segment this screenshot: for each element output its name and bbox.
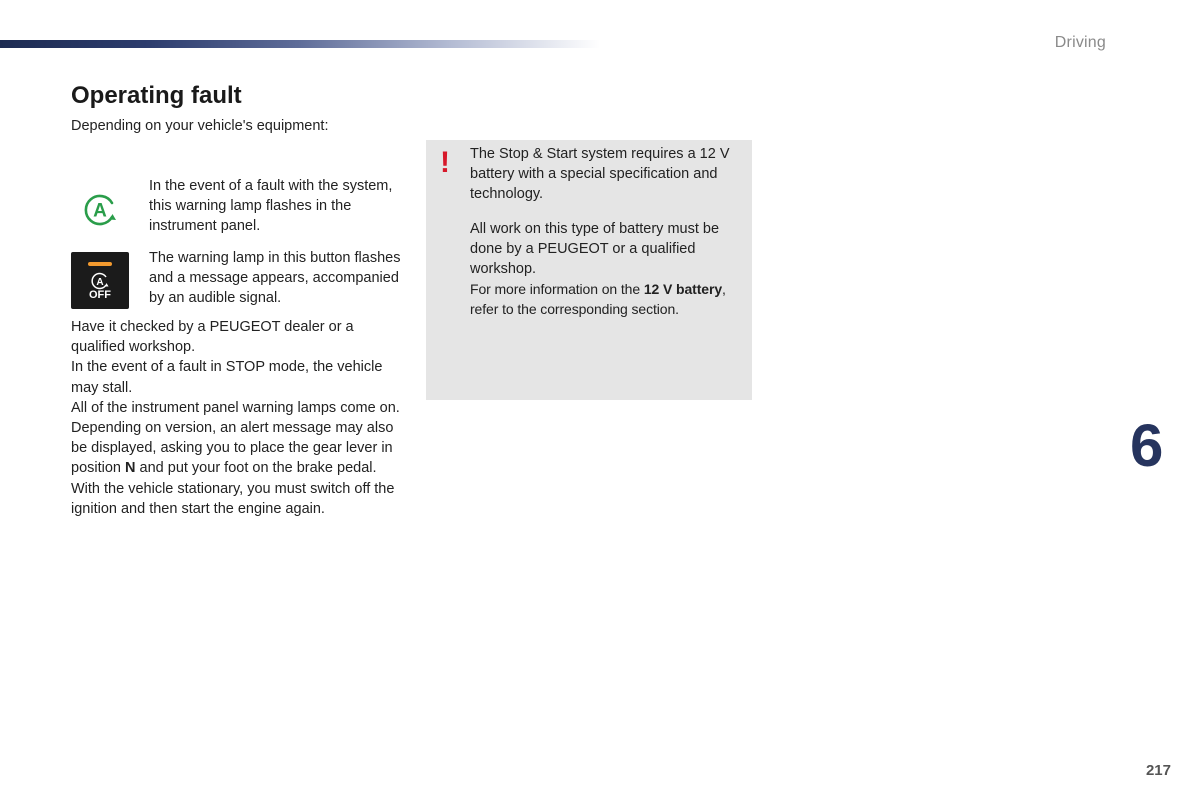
gear-position-n: N (125, 460, 136, 477)
header-gradient-bar (0, 40, 600, 48)
off-button-indicator-bar (88, 262, 112, 266)
instruction-check: Have it checked by a PEUGEOT dealer or a qualified workshop. (71, 319, 354, 356)
battery-reference-link: 12 V battery (643, 281, 723, 297)
off-button-a-symbol-icon (91, 272, 109, 290)
intro-text: Depending on your vehicle's equipment: (71, 118, 329, 134)
page-number: 217 (1145, 762, 1171, 779)
button-description: The warning lamp in this button flashes and a message appears, accompanied by an audible signal. (149, 250, 401, 307)
fault-instructions (71, 317, 401, 519)
reference-after: , refer to the corresponding section. (470, 281, 726, 318)
instruction-stall: In the event of a fault in STOP mode, the vehicle may stall. (71, 359, 383, 396)
battery-warning-box (426, 140, 752, 400)
battery-reference-text (470, 279, 752, 319)
section-title: Driving (1054, 34, 1106, 51)
page-title: Operating fault (71, 82, 242, 109)
instruction-alert-after: and put your foot on the brake pedal. (135, 460, 377, 477)
instruction-restart: With the vehicle stationary, you must switch off the ignition and then start the engine again. (71, 480, 395, 517)
off-button-symbol-text: A (96, 277, 104, 288)
exclamation-warning-icon: ! (440, 146, 450, 179)
stop-start-off-button-icon (71, 252, 129, 309)
svg-text:A: A (93, 200, 107, 222)
off-button-label: OFF (89, 289, 111, 301)
battery-work-text: All work on this type of battery must be done by a PEUGEOT or a qualified workshop. (470, 221, 720, 278)
instruction-alert-before: Depending on version, an alert message may also be displayed, asking you to place the gear lever in position (71, 420, 394, 477)
battery-requirement-text: The Stop & Start system requires a 12 V battery with a special specification and technology. (470, 146, 730, 203)
reference-before: For more information on the (470, 281, 644, 297)
auto-stop-warning-lamp-icon (82, 192, 118, 226)
chapter-number: 6 (1130, 412, 1164, 479)
instruction-lamps: All of the instrument panel warning lamps come on. (71, 399, 400, 416)
lamp-description: In the event of a fault with the system, this warning lamp flashes in the instrument panel. (149, 178, 393, 235)
